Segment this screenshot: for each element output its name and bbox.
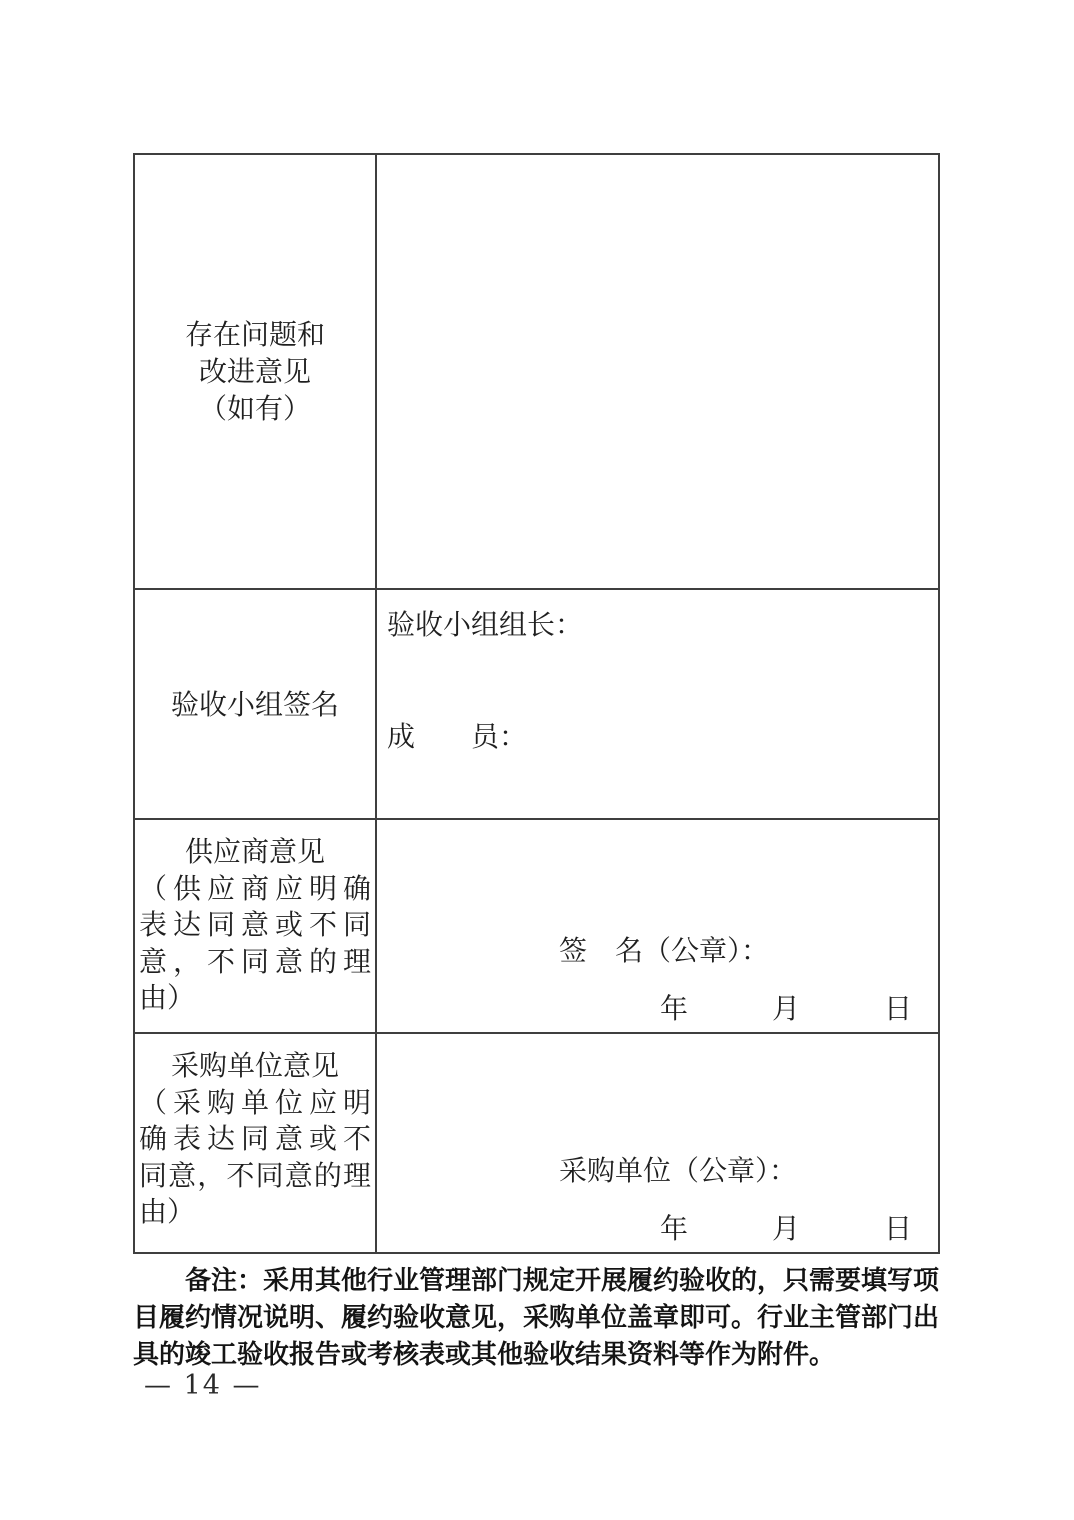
team-leader-label: 验收小组组长：: [387, 608, 584, 641]
page-number: — 14 —: [144, 1370, 262, 1401]
supplier-label-line: 意，不同意的理: [139, 944, 371, 978]
supplier-date-label: 年 月 日: [659, 992, 912, 1025]
issues-label-line: 改进意见: [198, 355, 311, 388]
supplier-content-cell: [377, 820, 938, 1032]
issues-label-line: 存在问题和: [184, 318, 325, 351]
table-row-supplier-opinion: [135, 820, 938, 1034]
signatures-label: 验收小组签名: [170, 687, 339, 721]
remarks-note: [133, 1263, 943, 1374]
supplier-label-line: 由）: [139, 981, 196, 1014]
purchaser-date-label: 年 月 日: [659, 1212, 912, 1245]
remarks-note-line: 具的竣工验收报告或考核表或其他验收结果资料等作为附件。: [133, 1340, 836, 1370]
remarks-note-line: 目履约情况说明、履约验收意见，采购单位盖章即可。行业主管部门出: [133, 1303, 940, 1333]
issues-label-cell: [135, 155, 377, 588]
table-row-purchaser-opinion: [135, 1034, 938, 1252]
signatures-content-cell: [377, 590, 938, 818]
purchaser-label-cell: [135, 1034, 377, 1252]
purchaser-label-line: 由）: [139, 1195, 196, 1228]
supplier-label-title: 供应商意见: [184, 835, 325, 868]
purchaser-label-line: 确表达同意或不: [139, 1122, 371, 1155]
purchaser-content-cell: [377, 1034, 938, 1252]
issues-content-cell: [377, 155, 938, 588]
supplier-label-line: （供应商应明确: [139, 871, 371, 905]
table-row-signatures: [135, 590, 938, 820]
purchaser-label-title: 采购单位意见: [170, 1049, 339, 1082]
acceptance-form-table: [133, 153, 940, 1254]
team-member-label: 成 员：: [387, 720, 528, 753]
remarks-note-line: 备注：采用其他行业管理部门规定开展履约验收的，只需要填写项: [185, 1266, 940, 1296]
supplier-label-cell: [135, 820, 377, 1032]
supplier-label-line: 表达同意或不同: [139, 908, 371, 941]
signatures-label-cell: [135, 590, 377, 818]
purchaser-sign-label: 采购单位（公章）：: [559, 1154, 798, 1187]
issues-label-line: （如有）: [198, 392, 311, 425]
purchaser-label-line: 同意，不同意的理: [139, 1158, 371, 1192]
purchaser-label-line: （采购单位应明: [139, 1085, 371, 1119]
supplier-sign-label: 签 名（公章）：: [559, 934, 770, 967]
table-row-issues: [135, 155, 938, 590]
